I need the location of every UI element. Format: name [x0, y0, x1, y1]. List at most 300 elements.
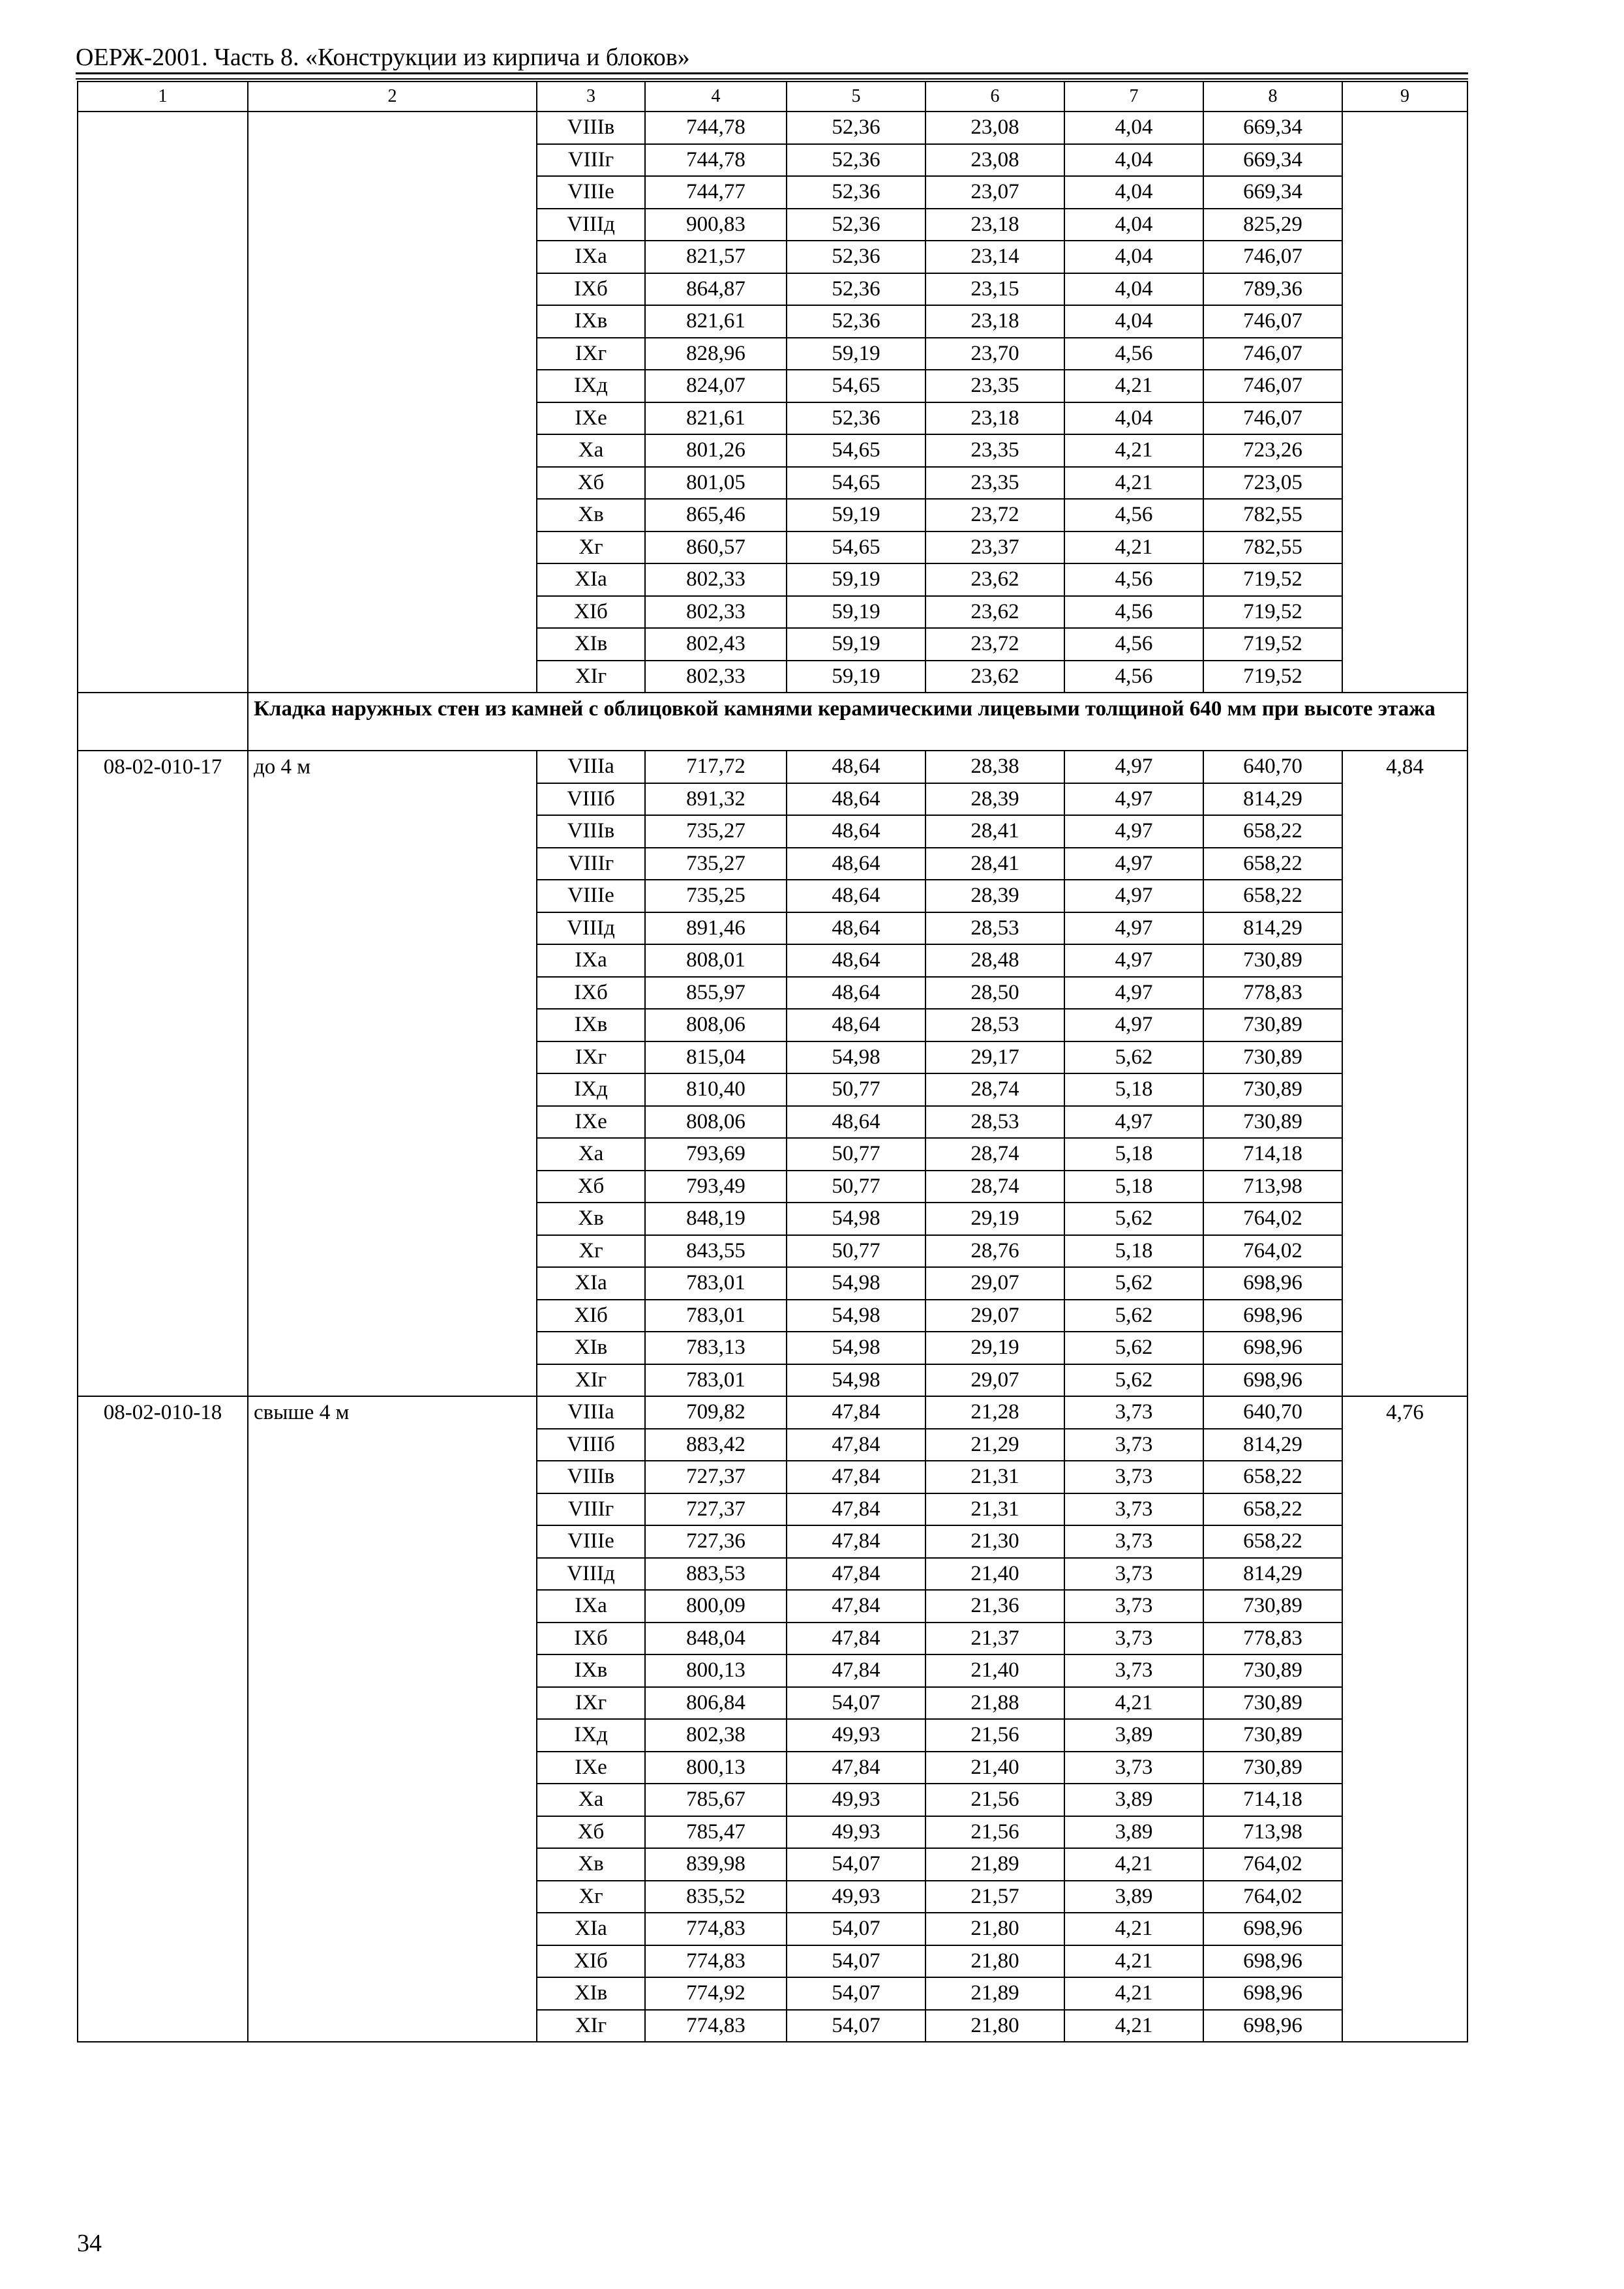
cell-resource-group: Xв — [537, 499, 645, 531]
cell-labor-wages: 47,84 — [787, 1654, 925, 1687]
cell-materials-cost: 713,98 — [1203, 1171, 1342, 1203]
cell-machine-operation: 29,07 — [925, 1300, 1064, 1332]
cell-total-cost: 774,83 — [645, 1913, 787, 1945]
cell-materials-cost: 782,55 — [1203, 499, 1342, 531]
cell-materials-cost: 814,29 — [1203, 1558, 1342, 1591]
cell-total-cost: 774,83 — [645, 2010, 787, 2042]
cell-machinist-wages: 3,73 — [1064, 1558, 1203, 1591]
cell-materials-cost: 698,96 — [1203, 1332, 1342, 1364]
cell-machinist-wages: 4,56 — [1064, 499, 1203, 531]
cell-machinist-wages: 4,21 — [1064, 2010, 1203, 2042]
cell-machine-operation: 21,80 — [925, 1913, 1064, 1945]
cell-resource-group: IXе — [537, 1106, 645, 1139]
cell-resource-group: XIб — [537, 1945, 645, 1978]
cell-machinist-wages: 4,97 — [1064, 815, 1203, 848]
cell-machinist-wages: 5,18 — [1064, 1138, 1203, 1171]
cell-machinist-wages: 3,73 — [1064, 1396, 1203, 1429]
cell-total-cost: 815,04 — [645, 1041, 787, 1074]
cell-machine-operation: 21,56 — [925, 1784, 1064, 1816]
cell-resource-group: IXв — [537, 305, 645, 338]
column-number-8: 8 — [1203, 82, 1342, 112]
cell-machine-operation: 23,62 — [925, 563, 1064, 596]
cell-labor-wages: 48,64 — [787, 977, 925, 1010]
cell-total-cost: 735,27 — [645, 848, 787, 880]
cell-labor-wages: 47,84 — [787, 1623, 925, 1655]
cell-machine-operation: 23,15 — [925, 273, 1064, 306]
cell-total-cost: 801,05 — [645, 467, 787, 500]
cell-labor-wages: 49,93 — [787, 1719, 925, 1752]
cell-resource-group: XIа — [537, 1267, 645, 1300]
cell-machinist-wages: 4,04 — [1064, 305, 1203, 338]
cell-machinist-wages: 4,21 — [1064, 531, 1203, 564]
cell-machinist-wages: 3,89 — [1064, 1719, 1203, 1752]
cell-machinist-wages: 4,56 — [1064, 596, 1203, 629]
cell-machinist-wages: 4,97 — [1064, 1009, 1203, 1041]
cell-materials-cost: 658,22 — [1203, 1493, 1342, 1526]
cell-total-cost: 783,01 — [645, 1300, 787, 1332]
cell-resource-group: XIв — [537, 1332, 645, 1364]
cell-machine-operation: 23,35 — [925, 370, 1064, 402]
cell-materials-cost: 730,89 — [1203, 1073, 1342, 1106]
cell-total-cost: 900,83 — [645, 209, 787, 241]
cell-machinist-wages: 3,73 — [1064, 1654, 1203, 1687]
cell-code — [78, 112, 248, 693]
cell-materials-cost: 658,22 — [1203, 848, 1342, 880]
cell-materials-cost: 698,96 — [1203, 1267, 1342, 1300]
cell-labor-wages: 59,19 — [787, 628, 925, 661]
cell-materials-cost: 746,07 — [1203, 370, 1342, 402]
cell-total-cost: 883,53 — [645, 1558, 787, 1591]
cell-machine-operation: 21,29 — [925, 1429, 1064, 1461]
cell-labor-wages: 50,77 — [787, 1235, 925, 1268]
cell-labor-wages: 59,19 — [787, 338, 925, 370]
cell-total-cost: 785,47 — [645, 1816, 787, 1849]
cell-total-cost: 848,19 — [645, 1203, 787, 1235]
cell-total-cost: 793,49 — [645, 1171, 787, 1203]
cell-machine-operation: 28,74 — [925, 1138, 1064, 1171]
header-rule-thin — [76, 78, 1468, 80]
cell-machine-operation: 21,40 — [925, 1752, 1064, 1784]
cell-total-cost: 727,36 — [645, 1525, 787, 1558]
cell-machinist-wages: 4,04 — [1064, 144, 1203, 177]
column-number-1: 1 — [78, 82, 248, 112]
cell-materials-cost: 782,55 — [1203, 531, 1342, 564]
cell-resource-group: Xа — [537, 1784, 645, 1816]
cell-total-cost: 855,97 — [645, 977, 787, 1010]
cell-total-cost: 783,13 — [645, 1332, 787, 1364]
cell-labor-wages: 52,36 — [787, 273, 925, 306]
cell-total-cost: 802,38 — [645, 1719, 787, 1752]
cell-total-cost: 808,01 — [645, 944, 787, 977]
cell-resource-group: IXа — [537, 1590, 645, 1623]
cell-resource-group: XIв — [537, 1977, 645, 2010]
cell-machinist-wages: 3,73 — [1064, 1752, 1203, 1784]
cell-resource-group: Xб — [537, 1171, 645, 1203]
cell-labor-wages: 48,64 — [787, 783, 925, 816]
cell-machinist-wages: 3,73 — [1064, 1525, 1203, 1558]
cell-machine-operation: 21,30 — [925, 1525, 1064, 1558]
cell-materials-cost: 814,29 — [1203, 1429, 1342, 1461]
cell-materials-cost: 658,22 — [1203, 880, 1342, 912]
cell-resource-group: IXд — [537, 370, 645, 402]
cell-machine-operation: 21,89 — [925, 1977, 1064, 2010]
cell-machine-operation: 21,37 — [925, 1623, 1064, 1655]
cell-total-cost: 891,32 — [645, 783, 787, 816]
cell-labor-wages: 48,64 — [787, 880, 925, 912]
cell-machinist-wages: 5,62 — [1064, 1364, 1203, 1397]
cell-resource-group: Xг — [537, 1881, 645, 1913]
cell-machine-operation: 23,08 — [925, 144, 1064, 177]
cell-materials-cost: 698,96 — [1203, 1945, 1342, 1978]
cell-resource-group: IXг — [537, 1041, 645, 1074]
cell-labor-wages: 54,65 — [787, 467, 925, 500]
cell-machine-operation: 28,50 — [925, 977, 1064, 1010]
cell-labor-wages: 52,36 — [787, 305, 925, 338]
cell-machinist-wages: 4,97 — [1064, 944, 1203, 977]
cell-labor-wages: 54,65 — [787, 370, 925, 402]
cell-labor-wages: 48,64 — [787, 944, 925, 977]
cell-materials-cost: 730,89 — [1203, 1687, 1342, 1720]
cell-labor-wages: 47,84 — [787, 1396, 925, 1429]
cell-labor-wages: 49,93 — [787, 1881, 925, 1913]
cell-materials-cost: 640,70 — [1203, 751, 1342, 783]
cell-total-cost: 808,06 — [645, 1009, 787, 1041]
cell-machine-operation: 28,39 — [925, 880, 1064, 912]
cell-machinist-wages: 4,04 — [1064, 112, 1203, 144]
cell-resource-group: Xб — [537, 467, 645, 500]
table-row — [78, 751, 1467, 783]
cell-resource-group: XIб — [537, 596, 645, 629]
cell-machine-operation: 28,38 — [925, 751, 1064, 783]
cell-total-cost: 828,96 — [645, 338, 787, 370]
cell-labor-wages: 54,07 — [787, 1913, 925, 1945]
cell-materials-cost: 698,96 — [1203, 1300, 1342, 1332]
cell-resource-group: VIIIе — [537, 176, 645, 209]
cell-materials-cost: 698,96 — [1203, 2010, 1342, 2042]
cell-materials-cost: 669,34 — [1203, 112, 1342, 144]
cell-resource-group: Xб — [537, 1816, 645, 1849]
cell-labor-wages: 54,07 — [787, 2010, 925, 2042]
cell-materials-cost: 640,70 — [1203, 1396, 1342, 1429]
cell-materials-cost: 719,52 — [1203, 628, 1342, 661]
cell-resource-group: IXб — [537, 1623, 645, 1655]
cell-materials-cost: 669,34 — [1203, 176, 1342, 209]
cell-machine-operation: 21,40 — [925, 1558, 1064, 1591]
cell-total-cost: 735,27 — [645, 815, 787, 848]
cell-materials-cost: 730,89 — [1203, 944, 1342, 977]
cell-machinist-wages: 3,73 — [1064, 1590, 1203, 1623]
cell-resource-group: VIIIв — [537, 112, 645, 144]
cell-machine-operation: 23,08 — [925, 112, 1064, 144]
cell-description: до 4 м — [248, 751, 537, 1396]
cell-machinist-wages: 4,21 — [1064, 1848, 1203, 1881]
cell-labor-wages: 54,65 — [787, 434, 925, 467]
cell-total-cost: 891,46 — [645, 912, 787, 945]
cell-resource-group: IXб — [537, 273, 645, 306]
cell-machinist-wages: 4,04 — [1064, 241, 1203, 273]
cell-machine-operation: 23,70 — [925, 338, 1064, 370]
cell-total-cost: 821,61 — [645, 305, 787, 338]
cell-total-cost: 824,07 — [645, 370, 787, 402]
cell-machine-operation: 21,89 — [925, 1848, 1064, 1881]
cell-materials-cost: 658,22 — [1203, 1525, 1342, 1558]
cell-materials-cost: 789,36 — [1203, 273, 1342, 306]
cell-machinist-wages: 5,62 — [1064, 1332, 1203, 1364]
cell-total-cost: 744,78 — [645, 112, 787, 144]
cell-resource-group: Xв — [537, 1203, 645, 1235]
cell-resource-group: VIIIа — [537, 751, 645, 783]
cell-materials-cost: 778,83 — [1203, 1623, 1342, 1655]
table-body — [78, 82, 1467, 2042]
cell-labor-wages: 50,77 — [787, 1073, 925, 1106]
cell-machinist-wages: 4,21 — [1064, 1945, 1203, 1978]
cell-total-cost: 785,67 — [645, 1784, 787, 1816]
cell-labor-wages: 59,19 — [787, 499, 925, 531]
cell-materials-cost: 714,18 — [1203, 1138, 1342, 1171]
cell-materials-cost: 714,18 — [1203, 1784, 1342, 1816]
cell-machine-operation: 23,35 — [925, 434, 1064, 467]
cell-machine-operation: 23,18 — [925, 402, 1064, 435]
column-number-2: 2 — [248, 82, 537, 112]
cell-resource-group: IXа — [537, 241, 645, 273]
cell-materials-cost: 723,26 — [1203, 434, 1342, 467]
cell-resource-group: VIIIб — [537, 783, 645, 816]
cell-total-cost: 793,69 — [645, 1138, 787, 1171]
cell-labor-wages: 48,64 — [787, 912, 925, 945]
cell-resource-group: IXг — [537, 338, 645, 370]
cell-total-cost: 744,78 — [645, 144, 787, 177]
header-rule — [76, 72, 1468, 74]
cell-machine-operation: 29,19 — [925, 1203, 1064, 1235]
cell-machinist-wages: 4,04 — [1064, 273, 1203, 306]
cell-machinist-wages: 5,18 — [1064, 1235, 1203, 1268]
cell-materials-cost: 658,22 — [1203, 815, 1342, 848]
cell-materials-cost: 730,89 — [1203, 1009, 1342, 1041]
cell-machinist-wages: 4,97 — [1064, 783, 1203, 816]
cell-labor-norm: 4,76 — [1342, 1396, 1467, 2042]
cell-materials-cost: 669,34 — [1203, 144, 1342, 177]
cell-labor-wages: 54,98 — [787, 1332, 925, 1364]
cell-machinist-wages: 4,21 — [1064, 467, 1203, 500]
cell-machine-operation: 21,31 — [925, 1461, 1064, 1493]
cell-resource-group: IXд — [537, 1719, 645, 1752]
cell-machine-operation: 28,74 — [925, 1171, 1064, 1203]
cell-resource-group: VIIIа — [537, 1396, 645, 1429]
cell-labor-wages: 54,98 — [787, 1267, 925, 1300]
cell-labor-wages: 47,84 — [787, 1525, 925, 1558]
cell-resource-group: IXе — [537, 1752, 645, 1784]
cell-machine-operation: 21,56 — [925, 1816, 1064, 1849]
cell-materials-cost: 719,52 — [1203, 563, 1342, 596]
cell-machine-operation: 21,80 — [925, 2010, 1064, 2042]
cell-resource-group: Xа — [537, 434, 645, 467]
cell-labor-wages: 52,36 — [787, 112, 925, 144]
cell-resource-group: XIа — [537, 563, 645, 596]
cell-machinist-wages: 4,97 — [1064, 848, 1203, 880]
cell-total-cost: 727,37 — [645, 1461, 787, 1493]
cell-resource-group: Xг — [537, 1235, 645, 1268]
cell-resource-group: VIIIг — [537, 848, 645, 880]
cell-machinist-wages: 5,18 — [1064, 1073, 1203, 1106]
cell-machinist-wages: 5,62 — [1064, 1300, 1203, 1332]
cell-machine-operation: 23,18 — [925, 209, 1064, 241]
cell-total-cost: 800,09 — [645, 1590, 787, 1623]
cell-total-cost: 865,46 — [645, 499, 787, 531]
cell-labor-norm: 4,84 — [1342, 751, 1467, 1396]
cell-labor-wages: 48,64 — [787, 848, 925, 880]
cell-resource-group: VIIIг — [537, 144, 645, 177]
column-number-7: 7 — [1064, 82, 1203, 112]
cell-labor-wages: 54,65 — [787, 531, 925, 564]
cell-materials-cost: 730,89 — [1203, 1719, 1342, 1752]
cell-labor-wages: 47,84 — [787, 1429, 925, 1461]
cell-resource-group: VIIIе — [537, 1525, 645, 1558]
cell-materials-cost: 825,29 — [1203, 209, 1342, 241]
cell-materials-cost: 746,07 — [1203, 402, 1342, 435]
cell-total-cost: 735,25 — [645, 880, 787, 912]
cell-machine-operation: 23,07 — [925, 176, 1064, 209]
cell-machinist-wages: 3,73 — [1064, 1493, 1203, 1526]
cell-resource-group: VIIIг — [537, 1493, 645, 1526]
cell-machine-operation: 23,14 — [925, 241, 1064, 273]
cell-resource-group: IXд — [537, 1073, 645, 1106]
cell-machinist-wages: 5,62 — [1064, 1267, 1203, 1300]
cell-machinist-wages: 5,62 — [1064, 1203, 1203, 1235]
cell-labor-wages: 47,84 — [787, 1558, 925, 1591]
cell-materials-cost: 814,29 — [1203, 912, 1342, 945]
cell-resource-group: VIIIб — [537, 1429, 645, 1461]
cell-total-cost: 727,37 — [645, 1493, 787, 1526]
cell-materials-cost: 730,89 — [1203, 1041, 1342, 1074]
price-table — [77, 81, 1468, 2042]
cell-labor-wages: 59,19 — [787, 661, 925, 693]
cell-materials-cost: 730,89 — [1203, 1106, 1342, 1139]
cell-labor-wages: 54,98 — [787, 1300, 925, 1332]
cell-machine-operation: 21,31 — [925, 1493, 1064, 1526]
cell-labor-wages: 52,36 — [787, 144, 925, 177]
cell-total-cost: 802,33 — [645, 596, 787, 629]
cell-materials-cost: 730,89 — [1203, 1590, 1342, 1623]
cell-total-cost: 783,01 — [645, 1364, 787, 1397]
cell-total-cost: 802,43 — [645, 628, 787, 661]
cell-materials-cost: 658,22 — [1203, 1461, 1342, 1493]
cell-machinist-wages: 3,73 — [1064, 1623, 1203, 1655]
cell-machine-operation: 23,62 — [925, 596, 1064, 629]
cell-materials-cost: 778,83 — [1203, 977, 1342, 1010]
cell-description — [248, 112, 537, 693]
cell-machine-operation: 23,35 — [925, 467, 1064, 500]
cell-machinist-wages: 4,56 — [1064, 338, 1203, 370]
cell-total-cost: 821,57 — [645, 241, 787, 273]
cell-labor-wages: 47,84 — [787, 1590, 925, 1623]
cell-machinist-wages: 4,21 — [1064, 1913, 1203, 1945]
cell-total-cost: 800,13 — [645, 1752, 787, 1784]
cell-total-cost: 835,52 — [645, 1881, 787, 1913]
cell-labor-wages: 50,77 — [787, 1138, 925, 1171]
cell-labor-wages: 48,64 — [787, 1009, 925, 1041]
cell-resource-group: Xв — [537, 1848, 645, 1881]
cell-total-cost: 843,55 — [645, 1235, 787, 1268]
cell-machinist-wages: 4,56 — [1064, 628, 1203, 661]
cell-labor-norm — [1342, 112, 1467, 693]
cell-machine-operation: 21,80 — [925, 1945, 1064, 1978]
cell-machine-operation: 21,28 — [925, 1396, 1064, 1429]
cell-resource-group: XIа — [537, 1913, 645, 1945]
cell-total-cost: 802,33 — [645, 563, 787, 596]
cell-resource-group: VIIIд — [537, 1558, 645, 1591]
column-number-4: 4 — [645, 82, 787, 112]
cell-resource-group: IXв — [537, 1654, 645, 1687]
cell-machinist-wages: 4,56 — [1064, 661, 1203, 693]
cell-resource-group: IXе — [537, 402, 645, 435]
cell-labor-wages: 47,84 — [787, 1493, 925, 1526]
cell-materials-cost: 814,29 — [1203, 783, 1342, 816]
cell-resource-group: IXа — [537, 944, 645, 977]
cell-total-cost: 744,77 — [645, 176, 787, 209]
cell-materials-cost: 713,98 — [1203, 1816, 1342, 1849]
cell-materials-cost: 764,02 — [1203, 1848, 1342, 1881]
cell-materials-cost: 723,05 — [1203, 467, 1342, 500]
cell-machine-operation: 29,17 — [925, 1041, 1064, 1074]
column-number-3: 3 — [537, 82, 645, 112]
cell-labor-wages: 54,07 — [787, 1687, 925, 1720]
cell-labor-wages: 52,36 — [787, 176, 925, 209]
cell-resource-group: VIIIд — [537, 912, 645, 945]
cell-machinist-wages: 4,97 — [1064, 880, 1203, 912]
cell-labor-wages: 52,36 — [787, 402, 925, 435]
cell-labor-wages: 54,98 — [787, 1203, 925, 1235]
cell-total-cost: 709,82 — [645, 1396, 787, 1429]
column-number-6: 6 — [925, 82, 1064, 112]
cell-labor-wages: 49,93 — [787, 1784, 925, 1816]
cell-machine-operation: 21,36 — [925, 1590, 1064, 1623]
cell-total-cost: 806,84 — [645, 1687, 787, 1720]
cell-materials-cost: 746,07 — [1203, 241, 1342, 273]
cell-labor-wages: 54,98 — [787, 1041, 925, 1074]
cell-total-cost: 774,92 — [645, 1977, 787, 2010]
cell-machine-operation: 28,41 — [925, 848, 1064, 880]
cell-resource-group: Xг — [537, 531, 645, 564]
cell-materials-cost: 764,02 — [1203, 1203, 1342, 1235]
cell-materials-cost: 746,07 — [1203, 305, 1342, 338]
cell-machinist-wages: 4,21 — [1064, 1977, 1203, 2010]
cell-machine-operation: 28,39 — [925, 783, 1064, 816]
cell-machinist-wages: 3,73 — [1064, 1461, 1203, 1493]
column-number-row — [78, 82, 1467, 112]
cell-labor-wages: 59,19 — [787, 596, 925, 629]
cell-resource-group: Xа — [537, 1138, 645, 1171]
cell-machine-operation: 29,19 — [925, 1332, 1064, 1364]
cell-total-cost: 800,13 — [645, 1654, 787, 1687]
cell-total-cost: 717,72 — [645, 751, 787, 783]
cell-code: 08-02-010-18 — [78, 1396, 248, 2042]
cell-total-cost: 860,57 — [645, 531, 787, 564]
cell-total-cost: 783,01 — [645, 1267, 787, 1300]
cell-materials-cost: 698,96 — [1203, 1364, 1342, 1397]
table-row — [78, 1396, 1467, 1429]
cell-machine-operation: 23,37 — [925, 531, 1064, 564]
section-title: Кладка наружных стен из камней с облицовкой камнями керамическими лицевыми толщиной 640 мм при высоте этажа — [248, 693, 1467, 751]
column-number-5: 5 — [787, 82, 925, 112]
page-header-title: ОЕРЖ-2001. Часть 8. «Конструкции из кирпича и блоков» — [76, 44, 690, 71]
cell-materials-cost: 764,02 — [1203, 1235, 1342, 1268]
cell-machine-operation: 23,72 — [925, 628, 1064, 661]
cell-machine-operation: 28,74 — [925, 1073, 1064, 1106]
cell-materials-cost: 746,07 — [1203, 338, 1342, 370]
page-number: 34 — [77, 2230, 102, 2257]
cell-description: свыше 4 м — [248, 1396, 537, 2042]
cell-labor-wages: 52,36 — [787, 209, 925, 241]
